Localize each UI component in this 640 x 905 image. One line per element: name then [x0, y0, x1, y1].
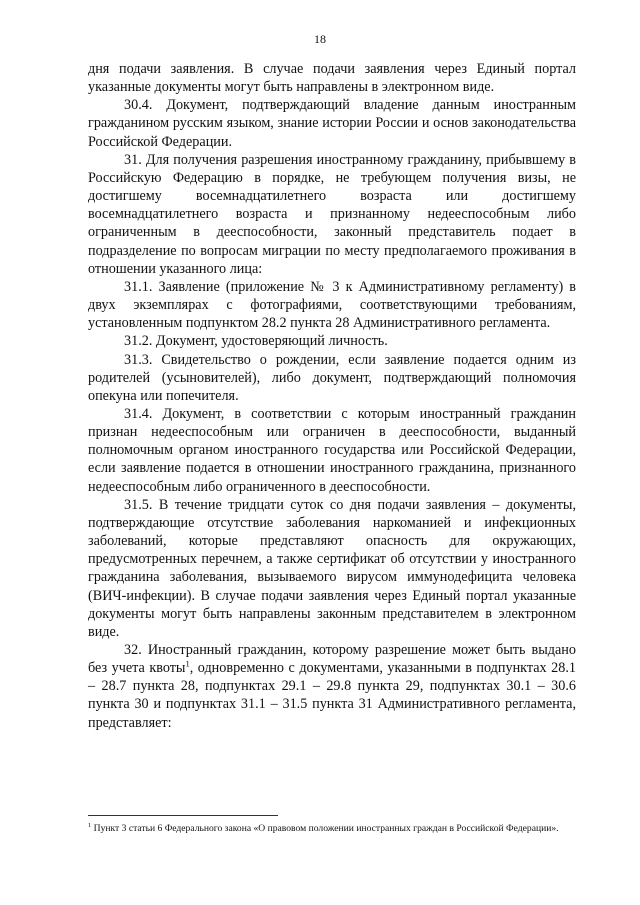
paragraph-31: 31. Для получения разрешения иностранному гражданину, прибывшему в Российскую Федерацию в порядке, не требующем получения визы, не достигшему восемнадцатилетнего возраста или достигшему восемнадцатилетнего возраста и признанному недееспособным либо ограниченным в дееспособности, законный представитель подает в подразделение по вопросам миграции по месту предполагаемого проживания в отношении указанного лица: — [88, 151, 576, 277]
paragraph-30-4: 30.4. Документ, подтверждающий владение данным иностранным гражданином русским языком, знание истории России и основ законодательства Российской Федерации. — [88, 97, 576, 150]
footnote — [88, 822, 576, 835]
body-text — [88, 60, 576, 732]
footnote-reference[interactable]: 1 — [185, 658, 190, 669]
footnote-divider — [88, 815, 278, 816]
page-number: 18 — [314, 32, 326, 46]
paragraph-32 — [88, 641, 576, 732]
paragraph-32-text-start: 32. Иностранный гражданин, которому разрешение может быть выдано без учета квоты — [88, 642, 576, 677]
paragraph-continuation: дня подачи заявления. В случае подачи заявления через Единый портал указанные документы могут быть направлены в электронном виде. — [88, 61, 576, 96]
paragraph-31-1: 31.1. Заявление (приложение № 3 к Административному регламенту) в двух экземплярах с фотографиями, соответствующими требованиям, установленным подпунктом 28.2 пункта 28 Административного регламента. — [88, 278, 576, 332]
paragraph-31-2: 31.2. Документ, удостоверяющий личность. — [124, 333, 388, 350]
footnote-text: Пункт 3 статьи 6 Федерального закона «О правовом положении иностранных граждан в Российской Федерации». — [91, 823, 559, 834]
footnote-mark: 1 — [88, 821, 92, 829]
paragraph-31-5: 31.5. В течение тридцати суток со дня подачи заявления – документы, подтверждающие отсутствие заболевания наркоманией и инфекционных заболеваний, которые представляют опасность для окружающих, предусмотренных перечнем, а также сертификат об отсутствии у иностранного гражданина заболевания, вызываемого вирусом иммунодефицита человека (ВИЧ-инфекции). В случае подачи заявления через Единый портал указанные документы могут быть направлены законным представителем в электронном виде. — [88, 496, 576, 640]
paragraph-31-3: 31.3. Свидетельство о рождении, если заявление подается одним из родителей (усыновителей), либо документ, подтверждающий полномочия опекуна или попечителя. — [88, 351, 576, 404]
paragraph-31-4: 31.4. Документ, в соответствии с которым иностранный гражданин признан недееспособным или ограничен в дееспособности, выданный полномочным органом иностранного государства или Российской Федерации, если заявление подается в отношении иностранного гражданина, признанного недееспособным либо ограниченного в дееспособности. — [88, 405, 576, 495]
paragraph-32-text-end: , одновременно с документами, указанными в подпунктах 28.1 – 28.7 пункта 28, подпунктах 29.1 – 29.8 пункта 29, подпунктах 30.1 – 30.6 пункта 30 и подпунктах 31.1 – 31.5 пункта 31 Административного регламента, представляет: — [88, 660, 576, 731]
